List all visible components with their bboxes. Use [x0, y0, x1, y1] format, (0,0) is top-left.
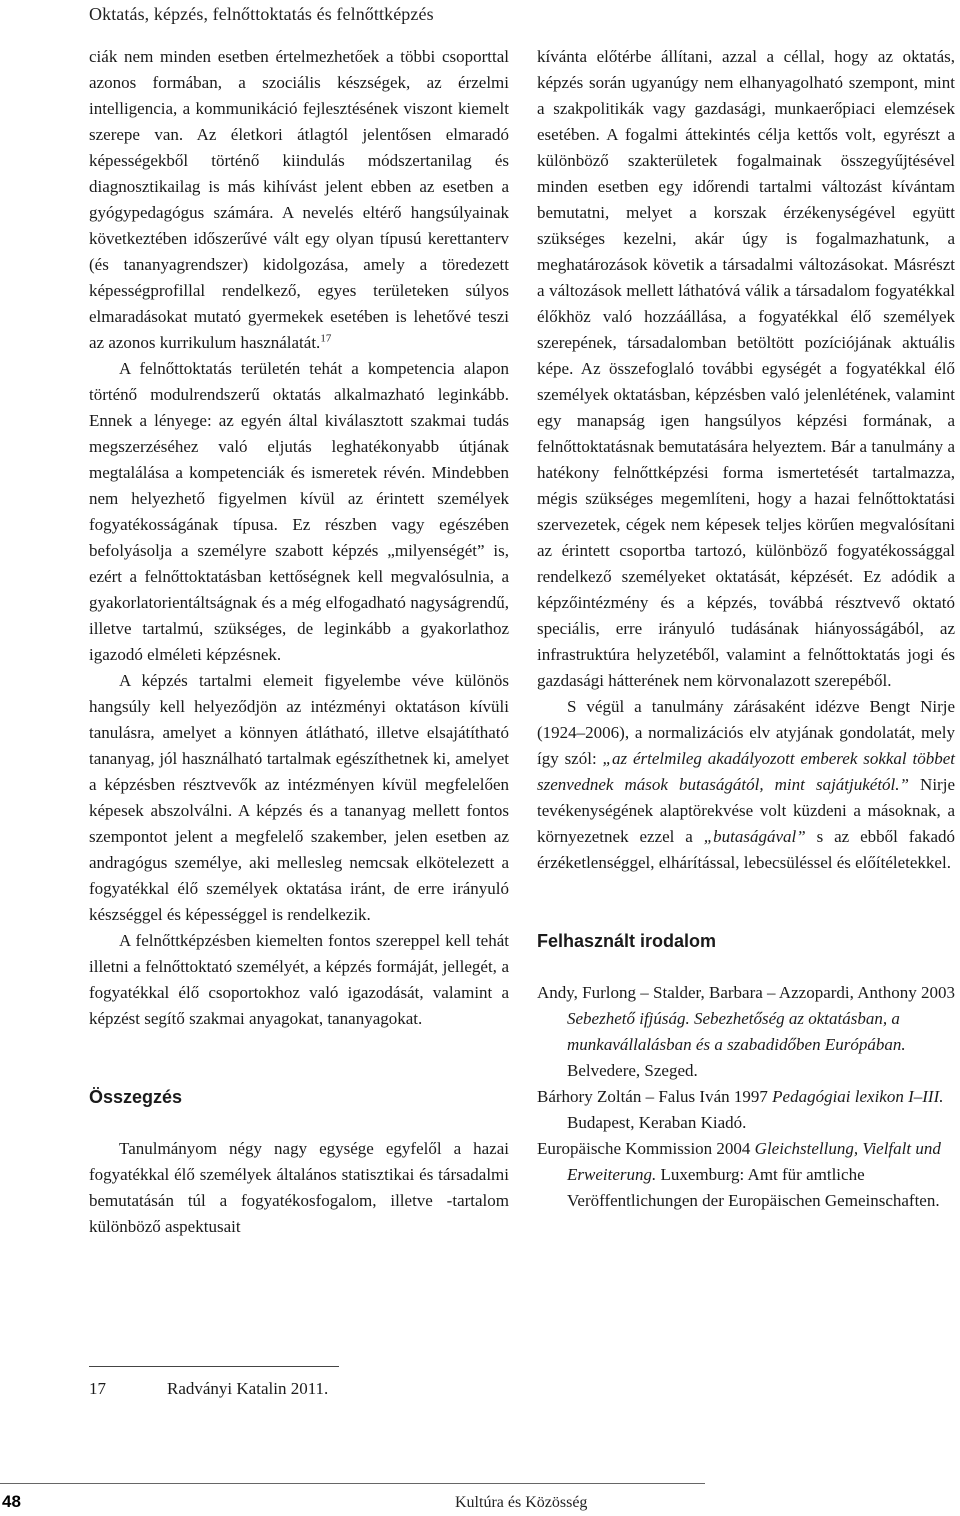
- reference-title: Sebezhető ifjúság. Sebezhetőség az oktatásban, a munkavállalásban és a szabadidőben Európában.: [567, 1009, 906, 1054]
- reference-item: [537, 980, 955, 1084]
- section-heading-references: Felhasznált irodalom: [537, 931, 717, 951]
- reference-item: [537, 1084, 955, 1136]
- reference-authors: Andy, Furlong – Stalder, Barbara – Azzopardi, Anthony 2003: [537, 983, 955, 1002]
- paragraph-text: ciák nem minden esetben értelmezhetőek a többi csoporttal azonos formában, a szociális készségek, az érzelmi intelligencia, a kommunikáció fejlesztésének viszont kiemelt szerepe van. Az életkori átlagtól jelentősen elmaradó képességekből történő kiindulás módszertanilag és diagnosztikailag is más kihívást jelent ebben az esetben a gyógypedagógus számára. A nevelés eltérő hangsúlyainak következtében időszerűvé vált egy olyan típusú kerettanterv (és tananyagrendszer) kidolgozása, amely a töredezett képességprofillal rendelkező, egyes területeken súlyos elmaradásokat mutató gyermekek esetében is lehetővé teszi az azonos kurrikulum használatát.: [89, 47, 509, 352]
- reference-title: Gleichstellung, Vielfalt und Erweiterung.: [567, 1139, 941, 1184]
- footnote: [89, 1377, 328, 1401]
- reference-publisher: Luxemburg: Amt für amtliche Veröffentlichungen der Europäischen Gemeinschaften.: [567, 1165, 940, 1210]
- paragraph-text: S végül a tanulmány zárásaként idézve Bengt Nirje (1924–2006), a normalizációs elv atyjának gondolatát, mely így szól:: [537, 697, 955, 768]
- reference-authors: Europäische Kommission 2004: [537, 1139, 755, 1158]
- paragraph: [89, 44, 509, 356]
- quote: „butaságával”: [703, 827, 806, 846]
- section-heading-summary: Összegzés: [89, 1087, 183, 1107]
- paragraph: [537, 694, 955, 876]
- footnote-text: Radványi Katalin 2011.: [167, 1379, 329, 1398]
- paragraph: kívánta előtérbe állítani, azzal a céllal, hogy az oktatás, képzés során ugyanúgy nem elhanyagolható szempont, mint a szakpolitikák vagy gazdasági, munkaerőpiaci elemzések esetében. A fogalmi áttekintés célja kettős volt, egyrészt a különböző szakterületek fogalmainak összegyűjtésével minden esetben egy időrendi tartalmi változást kívántam bemutatni, melyet a korszak érzékenységével együtt szükséges kezelni, akár úgy is fogalmazhatunk, a meghatározások követik a társadalmi változásokat. Másrészt a változások mellett láthatóvá válik a társadalom fogyatékkal élőkhöz való hozzáállása, a fogyatékkal élő személyek szerepének, társadalomban betöltött pozíciójának aktuális képe. Az összefoglaló további egységét a fogyatékkal élő személyek oktatásban, képzésben való jelenlétének, valamint egy manapság igen hangsúlyos képzési formának, a felnőttoktatásnak bemutatására helyeztem. Bár a tanulmány a hatékony felnőttképzési forma ismertetését tartalmazza, mégis szükséges megemlíteni, hogy a hazai felnőttoktatási szervezetek, cégek nem képesek teljes körűen megvalósítani az érintett csoportba tartozó, különböző fogyatékossággal rendelkező személyeket oktatását, képzését. Ez adódik a képzőintézmény és a képzés, továbbá résztvevő oktató speciális, erre irányuló tudásának hiányosságából, az infrastruktúra helyzetéből, valamint a felnőttoktatás jogi és gazdasági hátterének nem körvonalazott szerepéből.: [537, 47, 955, 690]
- quote: „az értelmileg akadályozott emberek sokkal többet szenvednek mások butaságától, mint sajátjukétól.”: [537, 749, 955, 794]
- running-title: Oktatás, képzés, felnőttoktatás és felnőttképzés: [89, 4, 434, 24]
- reference-publisher: Budapest, Keraban Kiadó.: [567, 1113, 747, 1132]
- left-column: [89, 44, 509, 1240]
- page-number: 48: [2, 1492, 21, 1511]
- reference-item: [537, 1136, 955, 1214]
- paragraph-text: s az ebből fakadó érzéketlenséggel, elhárítással, lebecsüléssel és előítéletekkel.: [537, 827, 955, 872]
- paragraph: A felnőttoktatás területén tehát a kompetencia alapon történő modulrendszerű oktatás alkalmazható leginkább. Ennek a lényege: az egyén által kiválasztott szakmai tudás megszerzéséhez való eljutás leghatékonyabb útjának megtalálása a kompetenciák és ismeretek révén. Mindebben nem helyezhető figyelmen kívül az érintett személyek fogyatékosságának típusa. Ez részben vagy egészében befolyásolja a személyre szabott képzés „milyenségét” is, ezért a felnőttoktatásban kettőségnek kell megvalósulnia, a gyakorlatorientáltságnak és a még elfogadható nagyságrendű, illetve tartalmú, szükséges, de leginkább a gyakorlathoz igazodó elméleti képzésnek.: [89, 359, 509, 664]
- paragraph: A felnőttképzésben kiemelten fontos szereppel kell tehát illetni a felnőttoktató személyét, a képzés formáját, jellegét, a fogyatékkal élő csoportokhoz való igazodását, valamint a képzést segítő szakmai anyagokat, tananyagokat.: [89, 931, 509, 1028]
- reference-list: [537, 980, 955, 1214]
- right-column: [537, 44, 955, 1214]
- paragraph: A képzés tartalmi elemeit figyelembe véve különös hangsúly kell helyeződjön az intézményi oktatáson kívüli tanulásra, amelyet a könnyen átlátható, illetve elsajátítható tananyag, jól használható tartalmak egészíthetnek ki, amelyet a képzésben résztvevők az intézményen kívül megfelelően képesek abszolválni. A képzés és a tananyag mellett fontos szempontot jelent a megfelelő szakember, jelen esetben az andragógus személye, aki mellesleg nemcsak elkötelezett a fogyatékkal élő személyek oktatása iránt, de erre irányuló készséggel és képességgel is rendelkezik.: [89, 671, 509, 924]
- footnote-number: 17: [89, 1379, 106, 1398]
- paragraph: Tanulmányom négy nagy egysége egyfelől a hazai fogyatékkal élő személyek általános statisztikai és társadalmi bemutatásán túl a fogyatékosfogalom, illetve -tartalom különböző aspektusait: [89, 1139, 509, 1236]
- reference-authors: Bárhory Zoltán – Falus Iván 1997: [537, 1087, 773, 1106]
- reference-publisher: Belvedere, Szeged.: [567, 1061, 698, 1080]
- footnote-divider: [89, 1366, 339, 1367]
- footnote-mark: 17: [320, 332, 332, 345]
- journal-title: Kultúra és Közösség: [455, 1494, 588, 1511]
- footer-divider: [0, 1483, 705, 1484]
- reference-title: Pedagógiai lexikon I–III.: [772, 1087, 944, 1106]
- paragraph-text: Nirje tevékenységének alaptörekvése volt küzdeni a másoknak, a környezetnek ezzel a: [537, 775, 955, 846]
